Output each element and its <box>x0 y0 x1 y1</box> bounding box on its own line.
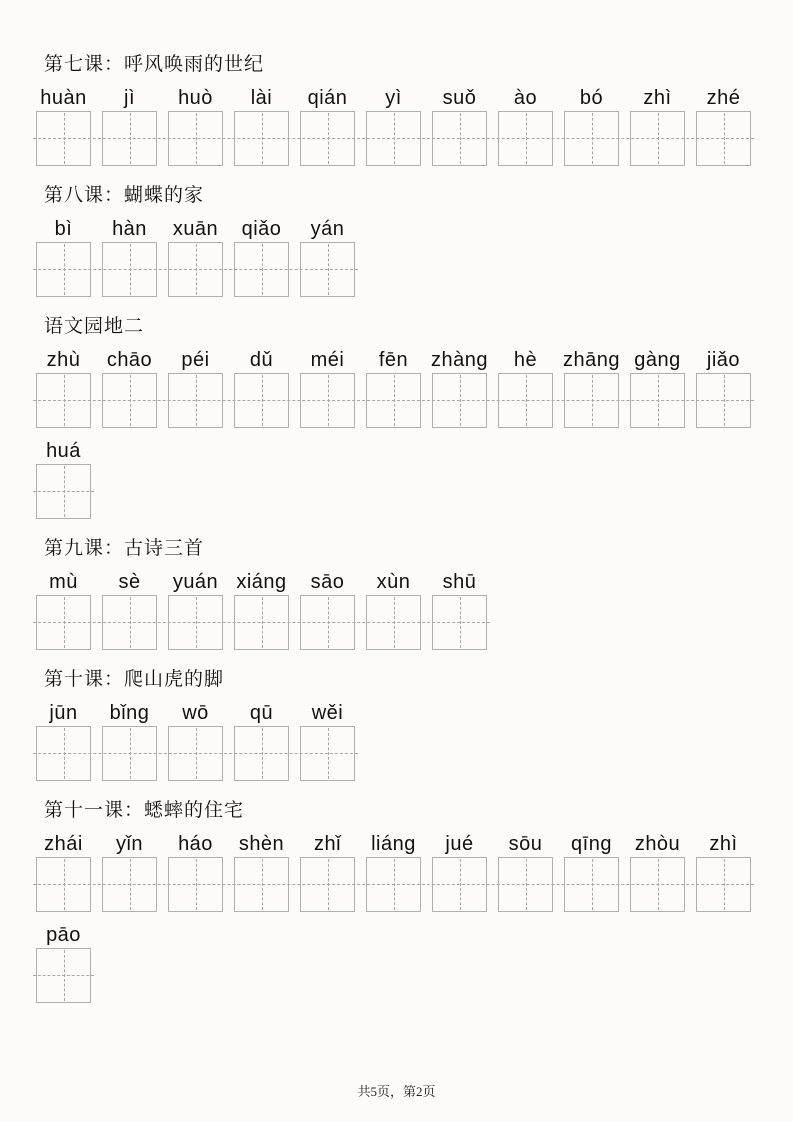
writing-box <box>168 726 223 781</box>
character-unit <box>36 87 91 166</box>
pinyin-label: gàng <box>634 349 681 371</box>
character-unit <box>102 571 157 650</box>
tianzige-vertical-guide-icon <box>592 859 593 910</box>
writing-box <box>300 857 355 912</box>
character-unit <box>696 349 751 428</box>
pinyin-label: ào <box>513 87 538 109</box>
pinyin-label: zhòu <box>634 833 681 855</box>
pinyin-label: zhàng <box>431 349 488 371</box>
character-unit <box>102 218 157 297</box>
writing-box <box>234 242 289 297</box>
tianzige-row <box>36 924 91 1003</box>
pinyin-label: yǐn <box>115 833 144 855</box>
character-unit <box>102 833 157 912</box>
tianzige-vertical-guide-icon <box>526 113 527 164</box>
writing-box <box>366 857 421 912</box>
pinyin-label: hàn <box>112 218 147 240</box>
tianzige-vertical-guide-icon <box>196 597 197 648</box>
section-title: 第七课：呼风唤雨的世纪 <box>44 54 265 75</box>
pinyin-label: xiáng <box>236 571 287 593</box>
writing-box <box>168 242 223 297</box>
pinyin-label: dǔ <box>249 349 274 371</box>
character-unit <box>432 349 487 428</box>
character-unit <box>234 349 289 428</box>
tianzige-row <box>36 702 355 781</box>
writing-box <box>102 373 157 428</box>
character-unit <box>432 87 487 166</box>
pinyin-label: wō <box>182 702 209 724</box>
pinyin-label: sōu <box>508 833 543 855</box>
writing-box <box>366 595 421 650</box>
tianzige-vertical-guide-icon <box>64 375 65 426</box>
worksheet-section <box>36 539 763 650</box>
writing-box <box>102 242 157 297</box>
worksheet-section <box>36 317 763 519</box>
character-unit <box>36 218 91 297</box>
character-unit <box>102 702 157 781</box>
pinyin-label: jiǎo <box>706 349 741 371</box>
character-unit <box>36 349 91 428</box>
pinyin-label: háo <box>178 833 213 855</box>
writing-box <box>366 373 421 428</box>
character-unit <box>498 87 553 166</box>
tianzige-vertical-guide-icon <box>526 375 527 426</box>
pinyin-label: huá <box>46 440 81 462</box>
pinyin-label: péi <box>181 349 210 371</box>
character-unit <box>432 833 487 912</box>
tianzige-vertical-guide-icon <box>262 113 263 164</box>
tianzige-vertical-guide-icon <box>262 859 263 910</box>
writing-box <box>234 726 289 781</box>
character-unit <box>168 87 223 166</box>
writing-box <box>234 595 289 650</box>
writing-box <box>234 857 289 912</box>
writing-box <box>36 595 91 650</box>
character-unit <box>564 87 619 166</box>
writing-box <box>564 111 619 166</box>
tianzige-vertical-guide-icon <box>328 859 329 910</box>
character-unit <box>300 87 355 166</box>
pinyin-label: yì <box>385 87 402 109</box>
pinyin-label: jì <box>124 87 135 109</box>
worksheet-section <box>36 670 763 781</box>
character-unit <box>168 833 223 912</box>
character-unit <box>300 218 355 297</box>
tianzige-vertical-guide-icon <box>394 597 395 648</box>
writing-box <box>300 595 355 650</box>
tianzige-vertical-guide-icon <box>130 113 131 164</box>
character-unit <box>366 87 421 166</box>
writing-box <box>36 242 91 297</box>
pinyin-label: méi <box>310 349 345 371</box>
writing-box <box>498 111 553 166</box>
section-rows <box>36 833 763 1003</box>
tianzige-vertical-guide-icon <box>592 113 593 164</box>
writing-box <box>630 111 685 166</box>
pinyin-label: jūn <box>49 702 78 724</box>
section-rows <box>36 571 763 650</box>
character-unit <box>300 833 355 912</box>
character-unit <box>300 349 355 428</box>
section-title: 第八课：蝴蝶的家 <box>44 185 205 206</box>
character-unit <box>366 833 421 912</box>
pinyin-label: qiǎo <box>241 218 282 240</box>
tianzige-vertical-guide-icon <box>262 244 263 295</box>
tianzige-vertical-guide-icon <box>130 859 131 910</box>
pinyin-label: shèn <box>238 833 285 855</box>
tianzige-vertical-guide-icon <box>394 113 395 164</box>
pinyin-label: huàn <box>40 87 87 109</box>
tianzige-vertical-guide-icon <box>130 375 131 426</box>
pinyin-label: xùn <box>376 571 411 593</box>
pinyin-label: bó <box>579 87 604 109</box>
writing-box <box>36 373 91 428</box>
tianzige-vertical-guide-icon <box>328 728 329 779</box>
character-unit <box>168 571 223 650</box>
tianzige-vertical-guide-icon <box>196 375 197 426</box>
writing-box <box>36 111 91 166</box>
tianzige-row <box>36 571 487 650</box>
writing-box <box>234 111 289 166</box>
tianzige-vertical-guide-icon <box>460 113 461 164</box>
tianzige-vertical-guide-icon <box>64 859 65 910</box>
section-title: 第十一课：蟋蟀的住宅 <box>44 800 245 821</box>
tianzige-row <box>36 833 751 912</box>
writing-box <box>102 111 157 166</box>
pinyin-label: qīng <box>571 833 612 855</box>
tianzige-vertical-guide-icon <box>394 859 395 910</box>
pinyin-label: pāo <box>46 924 81 946</box>
tianzige-row <box>36 87 751 166</box>
character-unit <box>696 833 751 912</box>
pinyin-label: zhì <box>709 833 738 855</box>
tianzige-vertical-guide-icon <box>394 375 395 426</box>
writing-box <box>168 373 223 428</box>
section-rows <box>36 218 763 297</box>
writing-box <box>300 242 355 297</box>
tianzige-vertical-guide-icon <box>262 375 263 426</box>
tianzige-vertical-guide-icon <box>196 728 197 779</box>
tianzige-vertical-guide-icon <box>724 375 725 426</box>
pinyin-label: lài <box>250 87 273 109</box>
writing-box <box>36 857 91 912</box>
pinyin-label: hè <box>513 349 538 371</box>
section-title: 第九课：古诗三首 <box>44 538 205 559</box>
character-unit <box>36 924 91 1003</box>
character-unit <box>300 571 355 650</box>
writing-box <box>102 595 157 650</box>
character-unit <box>36 571 91 650</box>
tianzige-vertical-guide-icon <box>658 375 659 426</box>
section-rows <box>36 87 763 166</box>
character-unit <box>168 218 223 297</box>
pinyin-label: qū <box>249 702 274 724</box>
pinyin-label: zhái <box>44 833 83 855</box>
pinyin-label: chāo <box>106 349 153 371</box>
writing-box <box>564 857 619 912</box>
character-unit <box>234 87 289 166</box>
tianzige-vertical-guide-icon <box>328 244 329 295</box>
pinyin-label: zhù <box>46 349 81 371</box>
pinyin-label: mù <box>49 571 78 593</box>
tianzige-vertical-guide-icon <box>64 113 65 164</box>
pinyin-label: sè <box>118 571 141 593</box>
character-unit <box>300 702 355 781</box>
tianzige-vertical-guide-icon <box>658 859 659 910</box>
writing-box <box>168 595 223 650</box>
writing-box <box>102 857 157 912</box>
pinyin-label: sāo <box>310 571 345 593</box>
tianzige-vertical-guide-icon <box>724 113 725 164</box>
pinyin-label: zhì <box>643 87 672 109</box>
pinyin-label: qián <box>307 87 348 109</box>
writing-box <box>36 464 91 519</box>
tianzige-row <box>36 218 355 297</box>
tianzige-vertical-guide-icon <box>64 728 65 779</box>
tianzige-vertical-guide-icon <box>196 113 197 164</box>
tianzige-vertical-guide-icon <box>130 597 131 648</box>
writing-box <box>432 111 487 166</box>
writing-box <box>432 857 487 912</box>
worksheet-section <box>36 55 763 166</box>
character-unit <box>432 571 487 650</box>
writing-box <box>564 373 619 428</box>
character-unit <box>102 349 157 428</box>
tianzige-vertical-guide-icon <box>64 597 65 648</box>
pinyin-label: bì <box>54 218 73 240</box>
tianzige-row <box>36 349 751 428</box>
writing-box <box>36 726 91 781</box>
writing-box <box>168 111 223 166</box>
character-unit <box>630 833 685 912</box>
character-unit <box>102 87 157 166</box>
character-unit <box>498 833 553 912</box>
writing-box <box>432 373 487 428</box>
character-unit <box>630 87 685 166</box>
writing-box <box>696 857 751 912</box>
pinyin-label: fēn <box>378 349 409 371</box>
section-rows <box>36 349 763 519</box>
tianzige-vertical-guide-icon <box>592 375 593 426</box>
pinyin-label: suǒ <box>442 87 477 109</box>
tianzige-vertical-guide-icon <box>460 859 461 910</box>
writing-box <box>300 111 355 166</box>
writing-box <box>696 373 751 428</box>
writing-box <box>234 373 289 428</box>
section-rows <box>36 702 763 781</box>
character-unit <box>564 833 619 912</box>
pinyin-label: yuán <box>172 571 219 593</box>
character-unit <box>36 440 91 519</box>
character-unit <box>168 702 223 781</box>
character-unit <box>234 218 289 297</box>
tianzige-vertical-guide-icon <box>196 244 197 295</box>
pinyin-label: huò <box>178 87 213 109</box>
worksheet-section <box>36 186 763 297</box>
writing-box <box>630 373 685 428</box>
tianzige-vertical-guide-icon <box>64 466 65 517</box>
character-unit <box>36 702 91 781</box>
character-unit <box>630 349 685 428</box>
page-number: 共5页，第2页 <box>357 1084 436 1099</box>
pinyin-label: zhǐ <box>313 833 342 855</box>
section-title: 第十课：爬山虎的脚 <box>44 669 225 690</box>
character-unit <box>234 702 289 781</box>
tianzige-vertical-guide-icon <box>196 859 197 910</box>
tianzige-vertical-guide-icon <box>130 728 131 779</box>
tianzige-vertical-guide-icon <box>262 597 263 648</box>
page-footer <box>0 1081 793 1100</box>
character-unit <box>696 87 751 166</box>
writing-box <box>696 111 751 166</box>
worksheet-section <box>36 801 763 1003</box>
character-unit <box>36 833 91 912</box>
tianzige-vertical-guide-icon <box>460 597 461 648</box>
writing-box <box>168 857 223 912</box>
tianzige-vertical-guide-icon <box>328 113 329 164</box>
tianzige-vertical-guide-icon <box>658 113 659 164</box>
sections-container <box>36 55 763 1003</box>
pinyin-label: bǐng <box>109 702 150 724</box>
writing-box <box>498 857 553 912</box>
writing-box <box>432 595 487 650</box>
writing-box <box>102 726 157 781</box>
pinyin-label: wěi <box>311 702 344 724</box>
character-unit <box>564 349 619 428</box>
character-unit <box>234 833 289 912</box>
pinyin-label: zhé <box>706 87 741 109</box>
pinyin-label: zhāng <box>563 349 620 371</box>
tianzige-vertical-guide-icon <box>64 244 65 295</box>
character-unit <box>366 571 421 650</box>
tianzige-vertical-guide-icon <box>262 728 263 779</box>
character-unit <box>498 349 553 428</box>
pinyin-label: jué <box>445 833 474 855</box>
tianzige-vertical-guide-icon <box>328 375 329 426</box>
writing-box <box>36 948 91 1003</box>
writing-box <box>630 857 685 912</box>
pinyin-label: yán <box>310 218 345 240</box>
tianzige-vertical-guide-icon <box>460 375 461 426</box>
section-title: 语文园地二 <box>44 316 145 337</box>
writing-box <box>498 373 553 428</box>
pinyin-label: liáng <box>371 833 416 855</box>
writing-box <box>300 373 355 428</box>
tianzige-row <box>36 440 91 519</box>
tianzige-vertical-guide-icon <box>130 244 131 295</box>
character-unit <box>234 571 289 650</box>
pinyin-label: shū <box>442 571 477 593</box>
tianzige-vertical-guide-icon <box>64 950 65 1001</box>
tianzige-vertical-guide-icon <box>724 859 725 910</box>
writing-box <box>300 726 355 781</box>
character-unit <box>168 349 223 428</box>
pinyin-label: xuān <box>172 218 219 240</box>
tianzige-vertical-guide-icon <box>328 597 329 648</box>
character-unit <box>366 349 421 428</box>
tianzige-vertical-guide-icon <box>526 859 527 910</box>
writing-box <box>366 111 421 166</box>
